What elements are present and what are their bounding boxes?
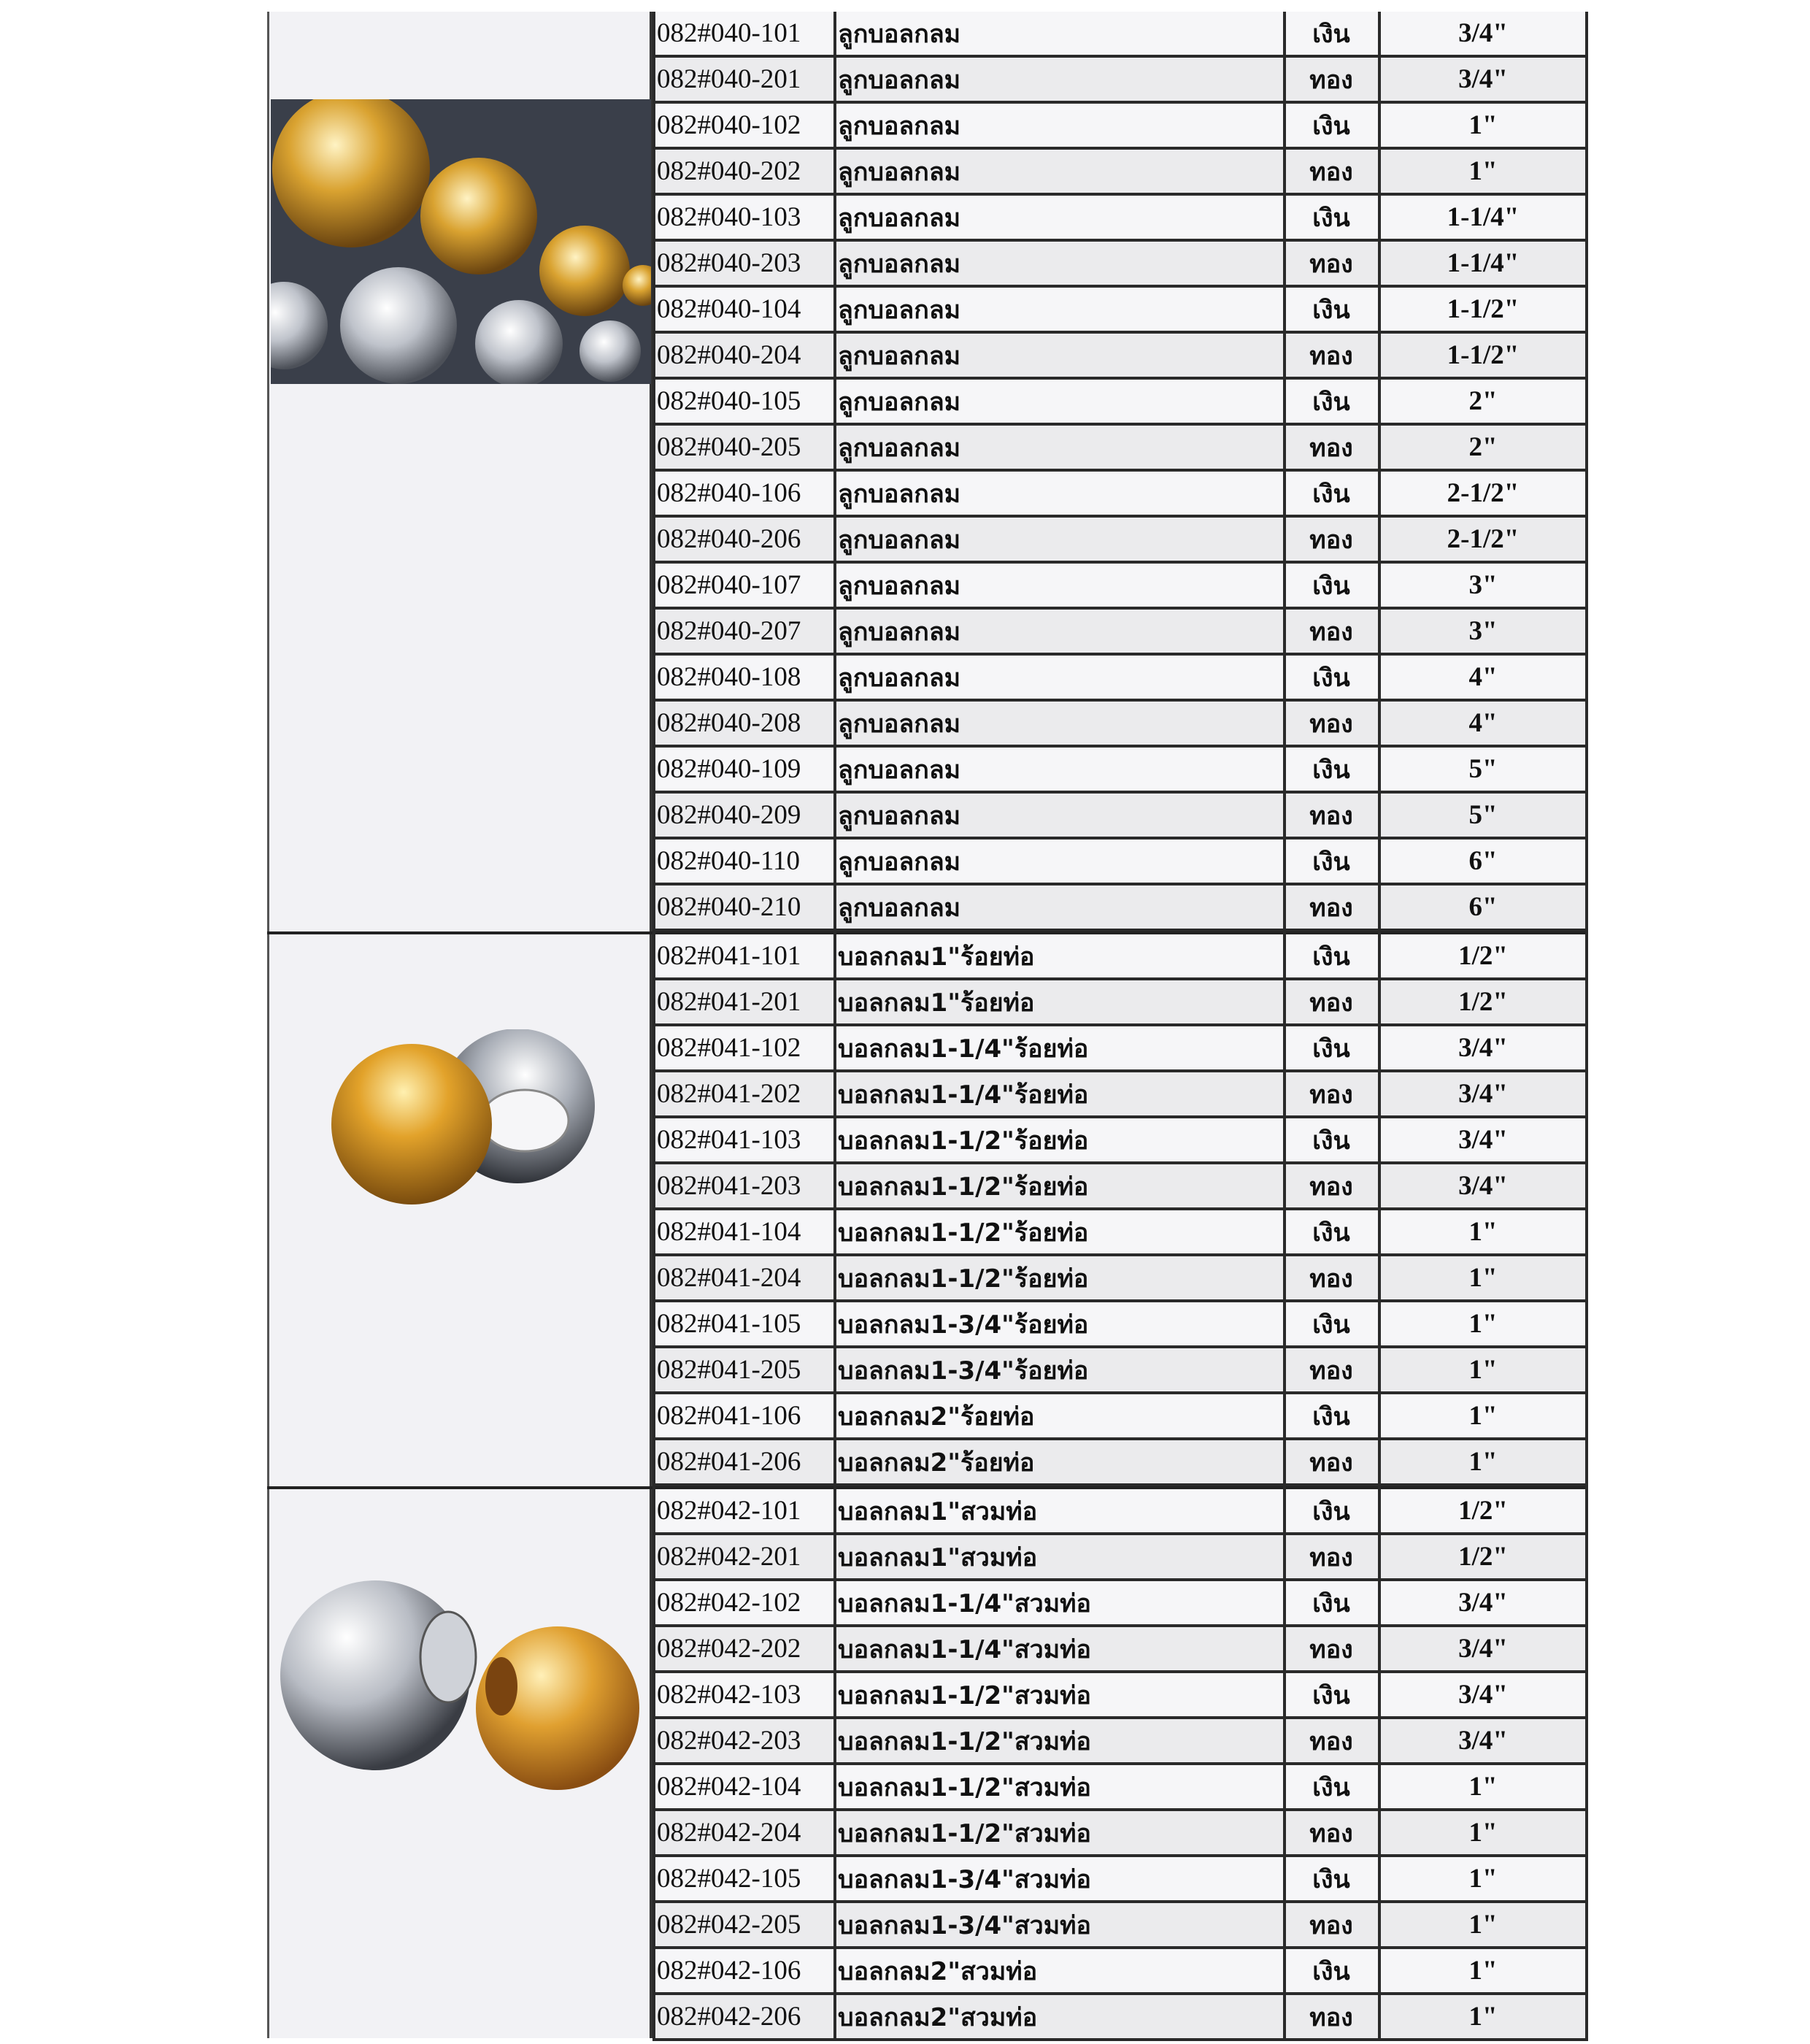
product-name: บอลกลม1-1/2"ร้อยท่อ [838, 1218, 1089, 1248]
product-color: ทอง [1309, 1356, 1353, 1386]
product-size: 3/4" [1458, 64, 1508, 94]
product-code: 082#040-109 [657, 754, 801, 784]
product-name: ลูกบอลกลม [838, 525, 961, 555]
product-size: 6" [1468, 892, 1498, 922]
product-code: 082#041-204 [657, 1263, 801, 1293]
table-row [652, 1026, 1588, 1072]
product-code: 082#041-102 [657, 1033, 801, 1063]
product-name: บอลกลม2"ร้อยท่อ [838, 1448, 1035, 1478]
product-size: 3/4" [1458, 1125, 1508, 1155]
table-row [652, 380, 1588, 426]
product-color: เงิน [1312, 19, 1350, 49]
product-code: 082#040-101 [657, 18, 801, 48]
product-color: ทอง [1309, 1172, 1353, 1202]
product-code: 082#041-105 [657, 1309, 801, 1339]
table-row [652, 1210, 1588, 1256]
product-size: 1-1/4" [1447, 248, 1520, 278]
product-code: 082#042-202 [657, 1634, 801, 1664]
column-divider-code [652, 12, 655, 2038]
product-name: ลูกบอลกลม [838, 19, 961, 49]
product-code: 082#042-204 [657, 1818, 801, 1848]
product-code: 082#042-102 [657, 1588, 801, 1618]
catalog-sheet [267, 12, 1588, 2038]
table-row [652, 840, 1588, 885]
product-size: 5" [1468, 754, 1498, 784]
product-size: 3/4" [1458, 1680, 1508, 1710]
product-size: 3/4" [1458, 1079, 1508, 1109]
table-row [652, 564, 1588, 610]
product-code: 082#041-205 [657, 1355, 801, 1385]
product-size: 1" [1468, 110, 1498, 140]
product-color: เงิน [1312, 1310, 1350, 1340]
product-size: 5" [1468, 800, 1498, 830]
product-color: ทอง [1309, 1080, 1353, 1110]
product-code: 082#042-206 [657, 2002, 801, 2032]
product-name: ลูกบอลกลม [838, 387, 961, 417]
table-row [652, 12, 1588, 58]
product-size: 1" [1468, 1217, 1498, 1247]
product-name: บอลกลม1-1/4"สวมท่อ [838, 1634, 1091, 1664]
product-color: เงิน [1312, 663, 1350, 693]
product-code: 082#042-203 [657, 1726, 801, 1756]
product-size: 1" [1468, 1864, 1498, 1894]
table-row [652, 980, 1588, 1026]
product-color: เงิน [1312, 1864, 1350, 1894]
table-row [652, 58, 1588, 104]
table-row [652, 794, 1588, 840]
product-name: ลูกบอลกลม [838, 709, 961, 739]
silver-ball-medium [475, 300, 563, 384]
product-name: บอลกลม1-1/2"ร้อยท่อ [838, 1172, 1089, 1202]
product-code: 082#040-102 [657, 110, 801, 140]
product-color: ทอง [1309, 893, 1353, 923]
product-color: เงิน [1312, 1034, 1350, 1064]
product-color: ทอง [1309, 1264, 1353, 1294]
product-name: บอลกลม1-1/2"สวมท่อ [838, 1726, 1091, 1756]
product-code: 082#040-205 [657, 432, 801, 462]
table-row [652, 885, 1588, 931]
product-color: ทอง [1309, 433, 1353, 463]
product-size: 1-1/2" [1447, 340, 1520, 370]
product-name: บอลกลม1-3/4"สวมท่อ [838, 1864, 1091, 1894]
product-size: 3/4" [1458, 1726, 1508, 1756]
product-color: เงิน [1312, 847, 1350, 877]
product-code: 082#042-103 [657, 1680, 801, 1710]
product-code: 082#041-206 [657, 1447, 801, 1477]
product-code: 082#040-108 [657, 662, 801, 692]
product-name: บอลกลม2"สวมท่อ [838, 1956, 1038, 1986]
table-row [652, 656, 1588, 702]
product-code: 082#041-106 [657, 1401, 801, 1431]
product-name: บอลกลม1"ร้อยท่อ [838, 988, 1035, 1018]
product-name: ลูกบอลกลม [838, 341, 961, 371]
product-color: ทอง [1309, 801, 1353, 831]
table-row [652, 1995, 1588, 2041]
product-name: ลูกบอลกลม [838, 479, 961, 509]
section-2-image-cell [269, 934, 650, 1486]
product-name: บอลกลม1-1/4"ร้อยท่อ [838, 1034, 1089, 1064]
product-size: 6" [1468, 846, 1498, 876]
product-name: ลูกบอลกลม [838, 755, 961, 785]
product-color: ทอง [1309, 1634, 1353, 1664]
table-row [652, 518, 1588, 564]
product-color: เงิน [1312, 1496, 1350, 1526]
product-color: เงิน [1312, 1772, 1350, 1802]
product-name: บอลกลม1-3/4"ร้อยท่อ [838, 1356, 1089, 1386]
product-size: 1" [1468, 1263, 1498, 1293]
product-color: ทอง [1309, 157, 1353, 187]
product-color: ทอง [1309, 617, 1353, 647]
product-code: 082#040-107 [657, 570, 801, 600]
table-row [652, 1627, 1588, 1673]
product-size: 1/2" [1458, 941, 1508, 971]
table-row [652, 196, 1588, 242]
product-size: 3/4" [1458, 1033, 1508, 1063]
table-row [652, 1811, 1588, 1857]
table-row [652, 1302, 1588, 1348]
product-color: เงิน [1312, 295, 1350, 325]
silver-ball-opening [481, 1090, 569, 1151]
product-name: บอลกลม1-3/4"ร้อยท่อ [838, 1310, 1089, 1340]
product-name: บอลกลม1-1/2"สวมท่อ [838, 1772, 1091, 1802]
product-size: 3/4" [1458, 18, 1508, 48]
table-row [652, 1535, 1588, 1581]
product-size: 2-1/2" [1447, 478, 1520, 508]
product-size: 3/4" [1458, 1634, 1508, 1664]
product-size: 1" [1468, 1447, 1498, 1477]
product-name: ลูกบอลกลม [838, 157, 961, 187]
product-code: 082#041-104 [657, 1217, 801, 1247]
product-size: 2-1/2" [1447, 524, 1520, 554]
table-row [652, 472, 1588, 518]
product-color: ทอง [1309, 341, 1353, 371]
product-name: ลูกบอลกลม [838, 801, 961, 831]
table-row [652, 288, 1588, 334]
product-color: ทอง [1309, 988, 1353, 1018]
table-row [652, 1256, 1588, 1302]
product-code: 082#041-103 [657, 1125, 801, 1155]
table-row [652, 934, 1588, 980]
product-color: เงิน [1312, 942, 1350, 972]
table-row [652, 1949, 1588, 1995]
product-name: ลูกบอลกลม [838, 249, 961, 279]
product-code: 082#040-105 [657, 386, 801, 416]
table-row [652, 1673, 1588, 1719]
product-name: ลูกบอลกลม [838, 617, 961, 647]
product-code: 082#040-104 [657, 294, 801, 324]
product-name: ลูกบอลกลม [838, 111, 961, 141]
product-name: บอลกลม1-1/4"ร้อยท่อ [838, 1080, 1089, 1110]
product-size: 1-1/2" [1447, 294, 1520, 324]
product-color: เงิน [1312, 1588, 1350, 1618]
product-name: ลูกบอลกลม [838, 203, 961, 233]
product-code: 082#040-207 [657, 616, 801, 646]
product-code: 082#042-201 [657, 1542, 801, 1572]
product-name: บอลกลม1"ร้อยท่อ [838, 942, 1035, 972]
table-row [652, 1765, 1588, 1811]
table-row [652, 242, 1588, 288]
polished-balls-photo [271, 99, 651, 384]
product-size: 1" [1468, 1401, 1498, 1431]
table-row [652, 334, 1588, 380]
product-image-column [267, 12, 652, 2038]
table-row [652, 610, 1588, 656]
weld-ball-pair-photo [269, 1029, 650, 1219]
product-name: บอลกลม2"ร้อยท่อ [838, 1402, 1035, 1432]
product-code: 082#042-105 [657, 1864, 801, 1894]
product-size: 1" [1468, 1309, 1498, 1339]
product-color: ทอง [1309, 249, 1353, 279]
product-color: ทอง [1309, 709, 1353, 739]
product-code: 082#041-201 [657, 987, 801, 1017]
product-code: 082#041-203 [657, 1171, 801, 1201]
product-name: ลูกบอลกลม [838, 571, 961, 601]
product-name: ลูกบอลกลม [838, 433, 961, 463]
product-size: 4" [1468, 662, 1498, 692]
table-row [652, 748, 1588, 794]
column-divider-size [1378, 12, 1381, 2038]
product-color: เงิน [1312, 1680, 1350, 1710]
table-row [652, 150, 1588, 196]
product-color: เงิน [1312, 111, 1350, 141]
product-code: 082#040-203 [657, 248, 801, 278]
product-name: บอลกลม1-1/2"ร้อยท่อ [838, 1264, 1089, 1294]
product-name: บอลกลม1-1/2"สวมท่อ [838, 1818, 1091, 1848]
product-size: 3/4" [1458, 1171, 1508, 1201]
sleeve-ball-pair-photo [269, 1577, 650, 1796]
product-name: ลูกบอลกลม [838, 65, 961, 95]
product-color: ทอง [1309, 1448, 1353, 1478]
product-size: 1" [1468, 2002, 1498, 2032]
table-row [652, 1164, 1588, 1210]
section-3-image-cell [269, 1489, 650, 2038]
table-row [652, 1072, 1588, 1118]
table-row [652, 702, 1588, 748]
product-color: ทอง [1309, 2002, 1353, 2032]
product-code: 082#040-110 [657, 846, 800, 876]
product-color: เงิน [1312, 479, 1350, 509]
table-row [652, 1118, 1588, 1164]
product-name: บอลกลม1"สวมท่อ [838, 1496, 1038, 1526]
table-row [652, 426, 1588, 472]
product-code: 082#040-210 [657, 892, 801, 922]
product-code: 082#040-204 [657, 340, 801, 370]
table-row [652, 1903, 1588, 1949]
product-size: 1/2" [1458, 1496, 1508, 1526]
product-name: บอลกลม1-1/2"ร้อยท่อ [838, 1126, 1089, 1156]
table-row [652, 1581, 1588, 1627]
silver-sleeve-opening [420, 1612, 476, 1702]
product-size: 1" [1468, 1910, 1498, 1940]
product-size: 1" [1468, 156, 1498, 186]
table-row [652, 1719, 1588, 1765]
product-size: 1-1/4" [1447, 202, 1520, 232]
product-size: 1/2" [1458, 1542, 1508, 1572]
product-size: 1" [1468, 1355, 1498, 1385]
gold-ball-medium [420, 158, 537, 274]
product-color: ทอง [1309, 1726, 1353, 1756]
product-color: เงิน [1312, 387, 1350, 417]
product-code: 082#040-202 [657, 156, 801, 186]
product-size: 1/2" [1458, 987, 1508, 1017]
gold-ball-small [539, 226, 630, 316]
product-color: เงิน [1312, 571, 1350, 601]
product-color: ทอง [1309, 1910, 1353, 1940]
table-row [652, 1440, 1588, 1486]
product-name: บอลกลม1-3/4"สวมท่อ [838, 1910, 1091, 1940]
product-color: ทอง [1309, 525, 1353, 555]
product-size: 3" [1468, 570, 1498, 600]
product-name: ลูกบอลกลม [838, 295, 961, 325]
product-color: ทอง [1309, 65, 1353, 95]
column-divider-name [833, 12, 836, 2038]
column-divider-color [1283, 12, 1286, 2038]
product-color: เงิน [1312, 1956, 1350, 1986]
product-size: 1" [1468, 1818, 1498, 1848]
product-code: 082#041-202 [657, 1079, 801, 1109]
product-name: บอลกลม2"สวมท่อ [838, 2002, 1038, 2032]
product-code: 082#040-209 [657, 800, 801, 830]
table-row [652, 1489, 1588, 1535]
product-size: 3" [1468, 616, 1498, 646]
product-name: ลูกบอลกลม [838, 847, 961, 877]
product-code: 082#040-208 [657, 708, 801, 738]
product-code: 082#040-106 [657, 478, 801, 508]
product-color: เงิน [1312, 1126, 1350, 1156]
table-row [652, 104, 1588, 150]
product-size: 2" [1468, 386, 1498, 416]
product-name: ลูกบอลกลม [838, 663, 961, 693]
gold-weld-ball [331, 1044, 492, 1204]
product-code: 082#040-103 [657, 202, 801, 232]
gold-sleeve-opening [485, 1657, 517, 1716]
product-code: 082#040-201 [657, 64, 801, 94]
table-row [652, 1348, 1588, 1394]
product-code: 082#042-104 [657, 1772, 801, 1802]
product-size: 1" [1468, 1956, 1498, 1986]
product-size: 2" [1468, 432, 1498, 462]
product-name: บอลกลม1-1/2"สวมท่อ [838, 1680, 1091, 1710]
product-code: 082#042-205 [657, 1910, 801, 1940]
silver-ball-small [579, 320, 641, 382]
table-row [652, 1394, 1588, 1440]
product-size: 3/4" [1458, 1588, 1508, 1618]
product-code: 082#040-206 [657, 524, 801, 554]
table-row [652, 1857, 1588, 1903]
product-size: 1" [1468, 1772, 1498, 1802]
product-code: 082#042-106 [657, 1956, 801, 1986]
product-color: เงิน [1312, 203, 1350, 233]
product-code: 082#041-101 [657, 941, 801, 971]
product-color: เงิน [1312, 1218, 1350, 1248]
table-right-border [1585, 12, 1588, 2038]
product-size: 4" [1468, 708, 1498, 738]
product-name: บอลกลม1"สวมท่อ [838, 1542, 1038, 1572]
product-name: ลูกบอลกลม [838, 893, 961, 923]
product-code: 082#042-101 [657, 1496, 801, 1526]
product-color: ทอง [1309, 1818, 1353, 1848]
section-1-image-cell [269, 12, 650, 931]
product-color: เงิน [1312, 755, 1350, 785]
product-color: ทอง [1309, 1542, 1353, 1572]
silver-ball-large [340, 267, 457, 384]
product-name: บอลกลม1-1/4"สวมท่อ [838, 1588, 1091, 1618]
product-color: เงิน [1312, 1402, 1350, 1432]
